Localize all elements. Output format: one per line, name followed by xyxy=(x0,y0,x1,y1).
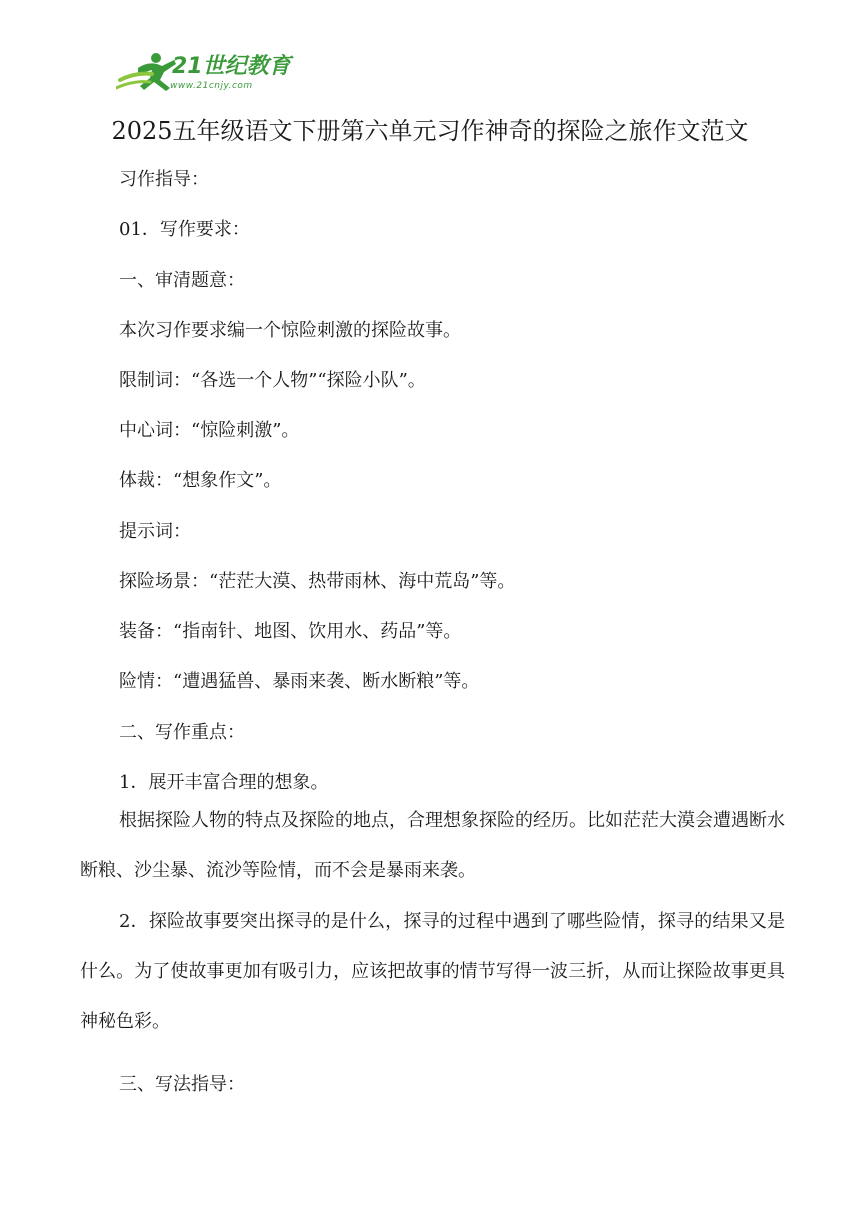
text-line: 提示词： xyxy=(119,521,191,542)
text-line: 本次习作要求编一个惊险刺激的探险故事。 xyxy=(119,320,461,341)
text-line: 二、写作重点： xyxy=(119,722,245,743)
text-line: 险情：“遭遇猛兽、暴雨来袭、断水断粮”等。 xyxy=(119,671,480,692)
logo-url-text: www.21cnjy.com xyxy=(170,81,253,91)
text-line: 1．展开丰富合理的想象。 xyxy=(119,772,329,793)
text-line: 探险场景：“茫茫大漠、热带雨林、海中荒岛”等。 xyxy=(119,571,516,592)
text-line: 一、审清题意： xyxy=(119,270,245,291)
text-line: 装备：“指南针、地图、饮用水、药品”等。 xyxy=(119,621,462,642)
text-line: 中心词：“惊险刺激”。 xyxy=(119,420,300,441)
text-line: 01．写作要求： xyxy=(119,219,250,240)
section-heading: 三、写法指导： xyxy=(119,1074,245,1095)
paragraph: 2．探险故事要突出探寻的是什么，探寻的过程中遇到了哪些险情，探寻的结果又是什么。为了使故事更加有吸引力，应该把故事的情节写得一波三折，从而让探险故事更具神秘色彩。 xyxy=(80,911,785,1032)
text-line: 限制词：“各选一个人物”“探险小队”。 xyxy=(119,370,426,391)
text-line: 习作指导： xyxy=(119,169,209,190)
paragraph: 根据探险人物的特点及探险的地点，合理想象探险的经历。比如茫茫大漠会遭遇断水断粮、沙尘暴、流沙等险情，而不会是暴雨来袭。 xyxy=(80,810,785,881)
document-title: 2025五年级语文下册第六单元习作神奇的探险之旅作文范文 xyxy=(111,117,749,145)
logo-brand-text: 21世纪教育 xyxy=(172,54,291,79)
text-line: 体裁：“想象作文”。 xyxy=(119,470,282,491)
